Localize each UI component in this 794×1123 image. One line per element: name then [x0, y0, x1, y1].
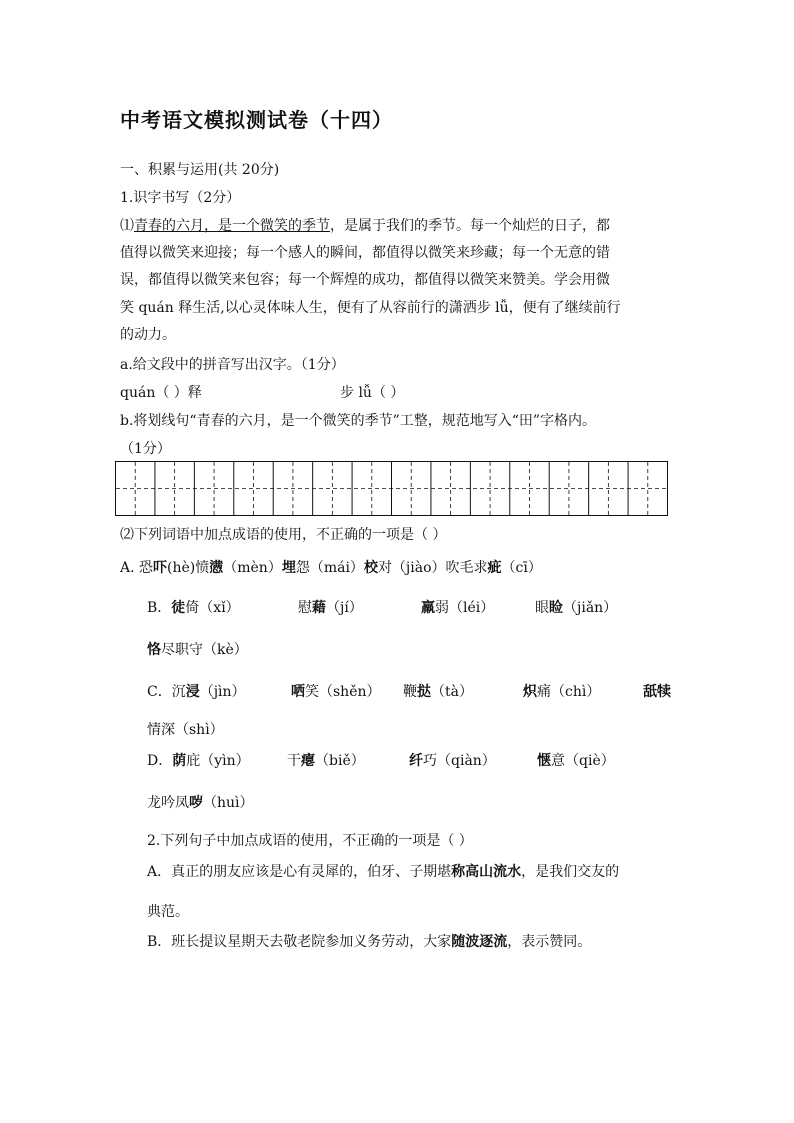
option-c-word-5b: 情深（shì） [147, 722, 224, 738]
question-2-option-a-cont: 典范。 [147, 904, 189, 920]
option-c-word-4: 炽痛（chì） [523, 684, 601, 700]
option-b-label: B．徒倚（xǐ） [147, 600, 240, 616]
option-c-word-2: 哂笑（shěn） [291, 684, 381, 700]
section-heading: 一、积累与运用(共 20分) [120, 162, 280, 178]
sub-question-b: b.将划线句“青春的六月，是一个微笑的季节”工整，规范地写入“田”字格内。 [120, 413, 597, 429]
option-d-word-4: 惬意（qiè） [537, 753, 615, 769]
option-a: A. 恐吓(hè)愤懑（mèn）埋怨（mái）校对（jiào）吹毛求疵（cī） [120, 560, 542, 576]
answer-blank-quan[interactable]: quán（ ）释 [120, 385, 202, 401]
passage-number: ⑴ [120, 218, 134, 234]
option-d-word-2: 干瘪（biě） [287, 753, 365, 769]
page-title: 中考语文模拟测试卷（十四） [120, 108, 393, 132]
passage-line-1 [120, 217, 610, 235]
answer-blank-lv[interactable]: 步 lǚ（ ） [340, 385, 405, 401]
tian-grid[interactable] [115, 461, 668, 516]
option-c-word-3: 鞭挞（tà） [403, 684, 473, 700]
question-1-heading: 1.识字书写（2分） [120, 190, 241, 206]
sub-question-a: a.给文段中的拼音写出汉字。（1分） [120, 357, 345, 373]
option-d-word-3: 纤巧（qiàn） [409, 753, 496, 769]
option-c-label: C．沉浸（jìn） [147, 684, 246, 700]
option-b-word-5: 恪尽职守（kè） [147, 642, 248, 658]
option-b-word-3: 羸弱（léi） [421, 600, 495, 616]
option-c-word-5a: 舐犊 [643, 684, 671, 700]
sub-question-b-score: （1分） [120, 441, 171, 457]
passage-line-4: 笑 quán 释生活,以心灵体味人生，便有了从容前行的潇洒步 lǚ，便有了继续前行 [120, 300, 621, 316]
option-d-label: D．荫庇（yìn） [147, 753, 250, 769]
passage-text: ，是属于我们的季节。每一个灿烂的日子，都 [330, 218, 610, 234]
question-1-2-prompt: ⑵下列词语中加点成语的使用，不正确的一项是（ ） [120, 527, 447, 543]
passage-line-3: 误，都值得以微笑来包容；每一个辉煌的成功，都值得以微笑来赞美。学会用微 [120, 272, 610, 288]
question-2-prompt: 2.下列句子中加点成语的使用，不正确的一项是（ ） [147, 833, 473, 849]
underlined-sentence: 青春的六月，是一个微笑的季节 [134, 218, 330, 234]
passage-line-2: 值得以微笑来迎接；每一个感人的瞬间，都值得以微笑来珍藏；每一个无意的错 [120, 245, 610, 261]
question-2-option-a: A．真正的朋友应该是心有灵犀的，伯牙、子期堪称高山流水，是我们交友的 [147, 864, 620, 880]
question-2-option-b: B．班长提议星期天去敬老院参加义务劳动，大家随波逐流，表示赞同。 [147, 934, 592, 950]
option-b-word-2: 慰藉（jí） [298, 600, 363, 616]
passage-line-5: 的动力。 [120, 327, 176, 343]
option-d-word-5: 龙吟凤哕（huì） [147, 795, 254, 811]
option-b-word-4: 眼睑（jiǎn） [535, 600, 618, 616]
